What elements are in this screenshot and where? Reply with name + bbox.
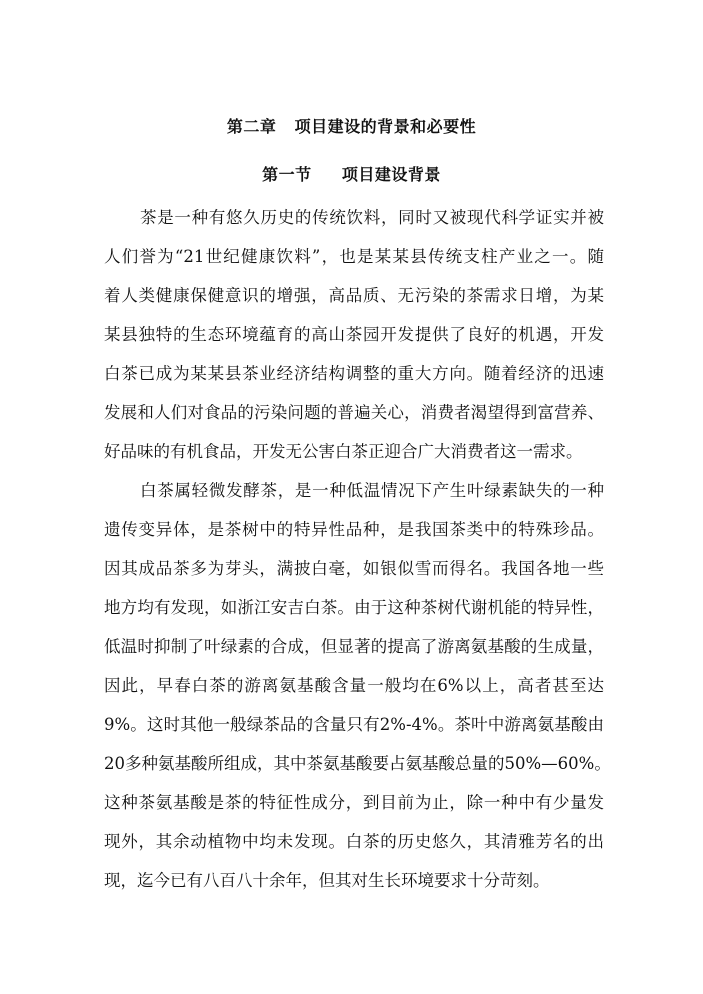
paragraph-2-line: 地方均有发现，如浙江安吉白茶。由于这种茶树代谢机能的特异性， [104,598,604,617]
paragraph-2-line: 现外，其余动植物中均未发现。白茶的历史悠久，其清雅芳名的出 [104,832,604,851]
section-title: 第一节 项目建设背景 [262,165,441,184]
paragraph-1-line: 好品味的有机食品，开发无公害白茶正迎合广大消费者这一需求。 [104,442,583,461]
paragraph-1-line: 着人类健康保健意识的增强，高品质、无污染的茶需求日增，为某 [104,286,604,305]
paragraph-1-line: 发展和人们对食品的污染问题的普遍关心，消费者渴望得到富营养、 [104,403,604,422]
paragraph-1-line: 白茶已成为某某县茶业经济结构调整的重大方向。随着经济的迅速 [104,364,604,383]
paragraph-1-line: 某县独特的生态环境蕴育的高山茶园开发提供了良好的机遇，开发 [104,325,604,344]
paragraph-2-line: 20多种氨基酸所组成，其中茶氨基酸要占氨基酸总量的50%—60%。 [104,754,611,773]
paragraph-2-line: 白茶属轻微发酵茶，是一种低温情况下产生叶绿素缺失的一种 [140,481,604,500]
paragraph-2-line: 这种茶氨基酸是茶的特征性成分，到目前为止，除一种中有少量发 [104,793,604,812]
paragraph-1-line: 人们誉为“21世纪健康饮料”，也是某某县传统支柱产业之一。随 [104,247,604,266]
paragraph-1-line: 茶是一种有悠久历史的传统饮料，同时又被现代科学证实并被 [140,208,604,227]
paragraph-2-line: 因其成品茶多为芽头，满披白毫，如银似雪而得名。我国各地一些 [104,559,604,578]
paragraph-2-line: 9%。这时其他一般绿茶品的含量只有2%-4%。茶叶中游离氨基酸由 [104,715,604,734]
paragraph-2-line: 现，迄今已有八百八十余年，但其对生长环境要求十分苛刻。 [104,871,550,890]
chapter-title: 第二章 项目建设的背景和必要性 [226,117,477,136]
paragraph-2-line: 遗传变异体，是茶树中的特异性品种，是我国茶类中的特殊珍品。 [104,520,604,539]
paragraph-2-line: 低温时抑制了叶绿素的合成，但显著的提高了游离氨基酸的生成量， [104,637,604,656]
paragraph-2-line: 因此，早春白茶的游离氨基酸含量一般均在6%以上，高者甚至达 [104,676,604,695]
